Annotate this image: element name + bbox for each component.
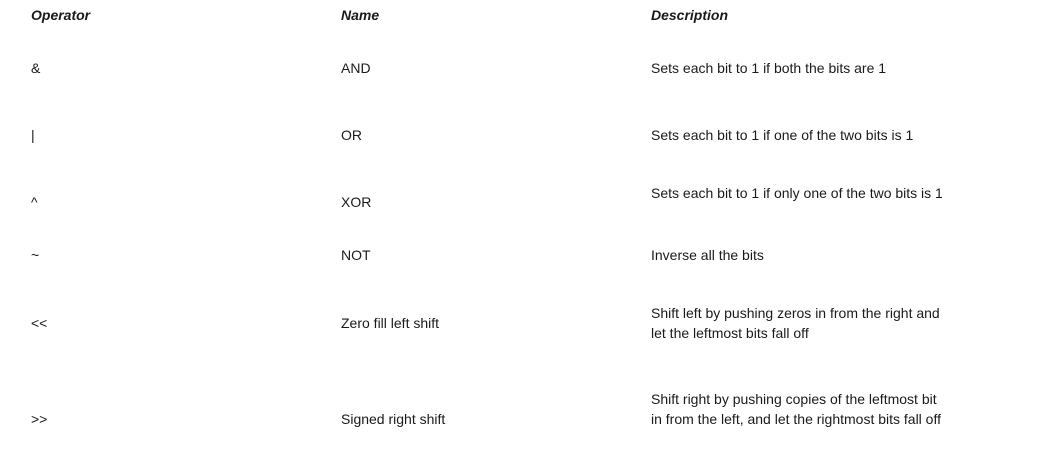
header-operator: Operator — [31, 7, 91, 23]
name-cell: Signed right shift — [341, 411, 446, 427]
name-cell: XOR — [341, 194, 372, 210]
description-cell: Sets each bit to 1 if both the bits are 1 — [651, 60, 887, 76]
description-cell: Sets each bit to 1 if only one of the two bits is 1 — [651, 185, 943, 201]
operator-cell: | — [31, 127, 35, 143]
description-cell: Inverse all the bits — [651, 247, 764, 263]
operator-cell: ^ — [31, 194, 38, 210]
name-cell: Zero fill left shift — [341, 315, 440, 331]
header-name: Name — [341, 7, 380, 23]
name-cell: OR — [341, 127, 362, 143]
operator-cell: ~ — [31, 247, 40, 263]
operator-cell: & — [31, 60, 41, 76]
operator-cell: << — [31, 315, 48, 331]
description-cell: Sets each bit to 1 if one of the two bits is 1 — [651, 127, 914, 143]
header-description: Description — [651, 7, 729, 23]
operator-cell: >> — [31, 411, 48, 427]
description-cell: Shift left by pushing zeros in from the right and let the leftmost bits fall off — [651, 305, 940, 341]
name-cell: NOT — [341, 247, 371, 263]
name-cell: AND — [341, 60, 371, 76]
description-cell: Shift right by pushing copies of the leftmost bit in from the left, and let the rightmost bits fall off — [651, 391, 941, 427]
